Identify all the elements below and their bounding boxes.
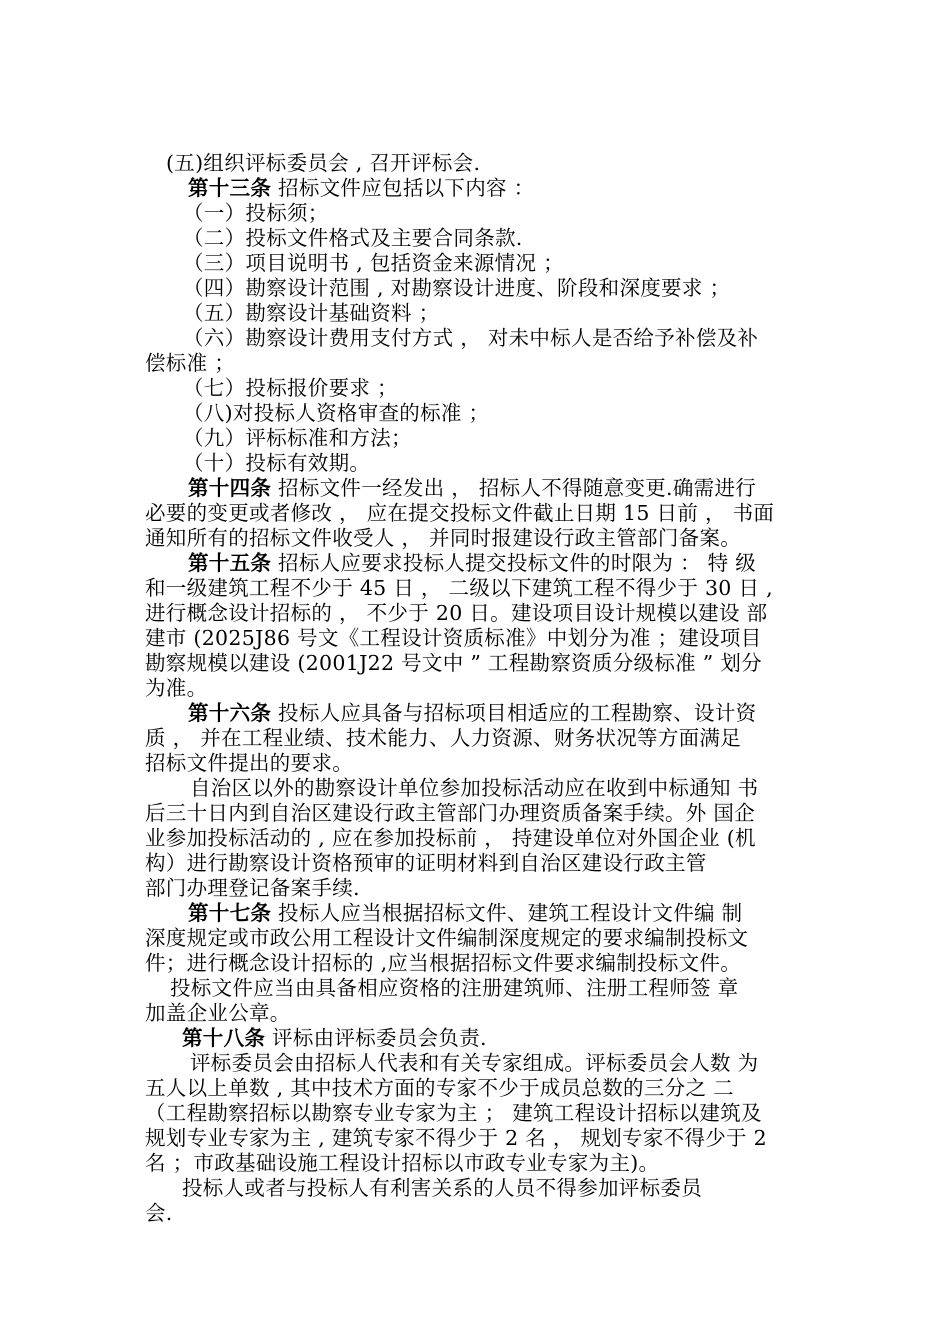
text-line: 加盖企业公章。 bbox=[145, 1001, 291, 1025]
text-line: （八)对投标人资格审查的标准 ； bbox=[183, 401, 490, 425]
text-line: 名 ；市政基础设施工程设计招标以市政专业专家为主)。 bbox=[145, 1151, 660, 1175]
text-line: 构）进行勘察设计资格预审的证明材料到自治区建设行政主管 bbox=[145, 851, 707, 875]
article-15-label: 第十五条 bbox=[188, 551, 272, 575]
article-18-label: 第十八条 bbox=[182, 1026, 266, 1050]
text-line: 通知所有的招标文件收受人 ， 并同时报建设行政主管部门备案。 bbox=[145, 526, 742, 550]
text-line: （三）项目说明书 , 包括资金来源情况 ； bbox=[183, 251, 564, 275]
text-line: 业参加投标活动的 , 应在参加投标前 ， 持建设单位对外国企业 (机 bbox=[145, 826, 756, 850]
text-line: （五）勘察设计基础资料 ； bbox=[183, 301, 440, 325]
text-line: （七）投标报价要求 ； bbox=[183, 376, 398, 400]
article-16-label: 第十六条 bbox=[188, 701, 272, 725]
article-16-heading-line: 第十六条 投标人应具备与招标项目相适应的工程勘察、设计资 bbox=[188, 701, 757, 725]
article-14-heading-line: 第十四条 招标文件一经发出 ， 招标人不得随意变更.确需进行 bbox=[188, 476, 757, 500]
article-14-label: 第十四条 bbox=[188, 476, 272, 500]
text-line: 必要的变更或者修改 ， 应在提交投标文件截止日期 15 日前 ， 书面 bbox=[145, 501, 775, 525]
text-line: 五人以上单数 , 其中技术方面的专家不少于成员总数的三分之 二 bbox=[145, 1076, 734, 1100]
text-line: 投标文件应当由具备相应资格的注册建筑师、注册工程师签 章 bbox=[170, 976, 739, 1000]
article-17-heading-line: 第十七条 投标人应当根据招标文件、建筑工程设计文件编 制 bbox=[188, 901, 743, 925]
text-line: （工程勘察招标以勘察专业专家为主 ； 建筑工程设计招标以建筑及 bbox=[145, 1101, 762, 1125]
text-line: 勘察规模以建设 (2001J22 号文中 ” 工程勘察资质分级标准 ” 划分 bbox=[145, 651, 762, 675]
text-line: 自治区以外的勘察设计单位参加投标活动应在收到中标通知 书 bbox=[190, 776, 759, 800]
text-line: 建市 (2025J86 号文《工程设计资质标准》中划分为准 ；建设项目 bbox=[145, 626, 762, 650]
text-line: 规划专业专家为主 , 建筑专家不得少于 2 名 ， 规划专家不得少于 2 bbox=[145, 1126, 768, 1150]
text-line: 进行概念设计招标的 ， 不少于 20 日。建设项目设计规模以建设 部 bbox=[145, 601, 768, 625]
text-line: （四）勘察设计范围 , 对勘察设计进度、阶段和深度要求 ； bbox=[183, 276, 731, 300]
text-line: 为准。 bbox=[145, 676, 208, 700]
text-line: 投标人或者与投标人有利害关系的人员不得参加评标委员 bbox=[182, 1176, 702, 1200]
text-line: (五)组织评标委员会 , 召开评标会. bbox=[166, 151, 481, 175]
text-line: 招标文件提出的要求。 bbox=[145, 751, 353, 775]
article-17-label: 第十七条 bbox=[188, 901, 272, 925]
text-line: 和一级建筑工程不少于 45 日 ， 二级以下建筑工程不得少于 30 日 , bbox=[145, 576, 773, 600]
text-line: （一）投标须； bbox=[183, 201, 329, 225]
article-18-heading-line: 第十八条 评标由评标委员会负责. bbox=[182, 1026, 487, 1050]
article-13-label: 第十三条 bbox=[188, 176, 272, 200]
text-line: 会. bbox=[145, 1201, 173, 1225]
text-line: 后三十日内到自治区建设行政主管部门办理资质备案手续。外 国企 bbox=[145, 801, 756, 825]
text-line: 深度规定或市政公用工程设计文件编制深度规定的要求编制投标文 bbox=[145, 926, 749, 950]
text-line: 质 ， 并在工程业绩、技术能力、人力资源、财务状况等方面满足 bbox=[145, 726, 742, 750]
text-line: （六）勘察设计费用支付方式 ， 对未中标人是否给予补偿及补 bbox=[183, 326, 759, 350]
article-13-heading-line: 第十三条 招标文件应包括以下内容 ： bbox=[188, 176, 535, 200]
text-line: （二）投标文件格式及主要合同条款. bbox=[183, 226, 523, 250]
text-line: （十）投标有效期。 bbox=[183, 451, 371, 475]
article-15-heading-line: 第十五条 招标人应要求投标人提交投标文件的时限为 ： 特 级 bbox=[188, 551, 757, 575]
text-line: （九）评标标准和方法； bbox=[183, 426, 412, 450]
text-line: 评标委员会由招标人代表和有关专家组成。评标委员会人数 为 bbox=[190, 1051, 759, 1075]
text-line: 件；进行概念设计招标的 ,应当根据招标文件要求编制投标文件。 bbox=[145, 951, 742, 975]
text-line: 部门办理登记备案手续. bbox=[145, 876, 360, 900]
text-line: 偿标准 ； bbox=[145, 351, 236, 375]
